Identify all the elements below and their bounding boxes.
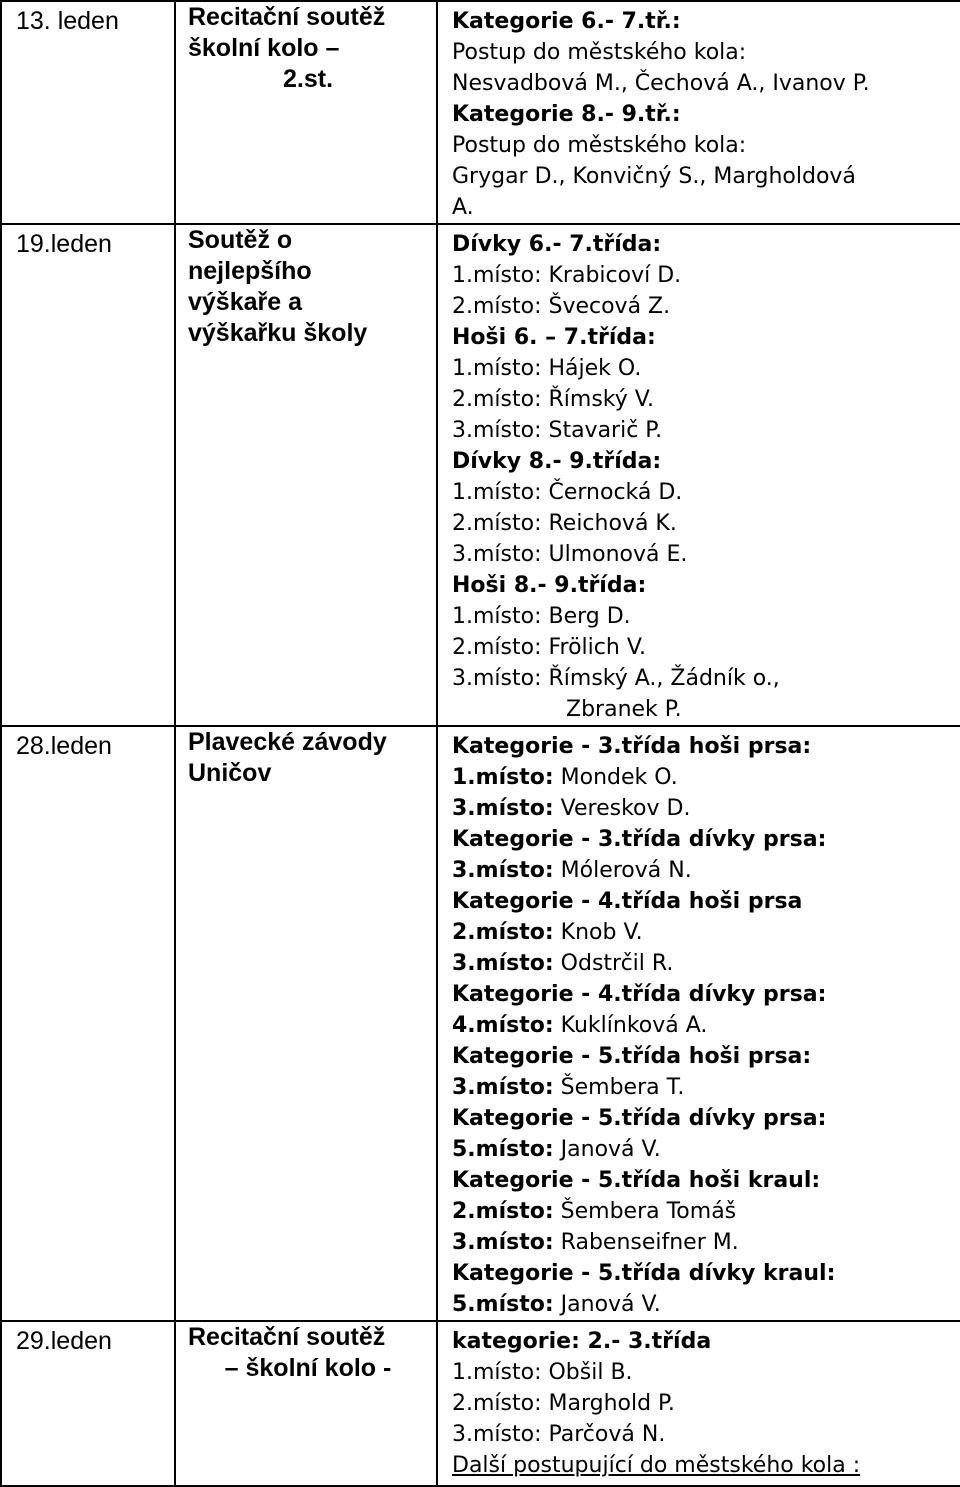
event-date: 29.leden [1, 1321, 175, 1486]
result-line: 1.místo: Černocká D. [452, 480, 683, 505]
result-category: Kategorie - 4.třída hoši prsa [452, 889, 803, 914]
result-line [452, 855, 960, 886]
result-line [452, 1134, 960, 1165]
result-line: 3.místo: Stavarič P. [452, 418, 663, 443]
placement-label: 4.místo: [452, 1013, 554, 1038]
result-category: Kategorie - 5.třída dívky prsa: [452, 1106, 827, 1131]
result-line: Postup do městského kola: [452, 133, 747, 158]
result-line [452, 948, 960, 979]
placement-label: 3.místo: [452, 1075, 554, 1100]
result-line: 1.místo: Obšil B. [452, 1360, 633, 1385]
event-name-line: – školní kolo - [224, 1354, 392, 1382]
result-line: A. [452, 195, 474, 220]
event-date: 19.leden [1, 224, 175, 726]
result-line: Další postupující do městského kola : [452, 1453, 861, 1478]
result-line: 1.místo: Krabicoví D. [452, 263, 682, 288]
result-line [452, 917, 960, 948]
event-name [175, 726, 437, 1321]
result-line [452, 1196, 960, 1227]
result-category: Dívky 8.- 9.třída: [452, 449, 662, 474]
placement-name: Mólerová N. [560, 858, 692, 883]
event-name-line: školní kolo – [188, 34, 340, 62]
result-line [452, 762, 960, 793]
event-name [175, 224, 437, 726]
placement-label: 3.místo: [452, 796, 554, 821]
result-line: 3.místo: Římský A., Žádník o., [452, 666, 780, 691]
result-category: Kategorie - 5.třída dívky kraul: [452, 1261, 836, 1286]
placement-name: Vereskov D. [560, 796, 691, 821]
placement-label: 1.místo: [452, 765, 554, 790]
placement-label: 2.místo: [452, 1199, 554, 1224]
result-line: 1.místo: Berg D. [452, 604, 631, 629]
placement-label: 3.místo: [452, 951, 554, 976]
event-name-line: Soutěž o [188, 226, 293, 254]
placement-name: Šembera T. [560, 1075, 685, 1100]
event-name [175, 1321, 437, 1486]
placement-label: 2.místo: [452, 920, 554, 945]
result-line: Nesvadbová M., Čechová A., Ivanov P. [452, 71, 870, 96]
result-category: Kategorie - 4.třída dívky prsa: [452, 982, 827, 1007]
result-line: 2.místo: Frölich V. [452, 635, 647, 660]
result-line [452, 1227, 960, 1258]
result-line [452, 793, 960, 824]
result-category: Kategorie - 5.třída hoši prsa: [452, 1044, 812, 1069]
result-line [452, 1072, 960, 1103]
placement-label: 5.místo: [452, 1137, 554, 1162]
result-line: Postup do městského kola: [452, 40, 747, 65]
event-name-line: Recitační soutěž [188, 1323, 386, 1351]
result-line: 1.místo: Hájek O. [452, 356, 642, 381]
event-date: 28.leden [1, 726, 175, 1321]
result-line: Zbranek P. [566, 697, 682, 722]
event-name-line: 2.st. [282, 65, 334, 93]
result-line: Grygar D., Konvičný S., Margholdová [452, 164, 856, 189]
result-line [452, 1289, 960, 1320]
table-row [1, 1321, 960, 1486]
placement-label: 5.místo: [452, 1292, 554, 1317]
event-results [437, 224, 960, 726]
placement-name: Rabenseifner M. [560, 1230, 739, 1255]
result-line: 2.místo: Reichová K. [452, 511, 677, 536]
result-line [452, 1010, 960, 1041]
event-name-line: nejlepšího [188, 257, 312, 285]
event-results [437, 1, 960, 224]
table-row [1, 1, 960, 224]
result-category: kategorie: 2.- 3.třída [452, 1329, 712, 1354]
placement-label: 3.místo: [452, 858, 554, 883]
placement-name: Odstrčil R. [560, 951, 674, 976]
result-line: 2.místo: Švecová Z. [452, 294, 671, 319]
event-results [437, 1321, 960, 1486]
event-results [437, 726, 960, 1321]
placement-name: Janová V. [560, 1292, 661, 1317]
event-name-line: Recitační soutěž [188, 3, 386, 31]
event-name-line: výškaře a [188, 288, 303, 316]
placement-name: Kuklínková A. [560, 1013, 708, 1038]
placement-name: Mondek O. [560, 765, 678, 790]
result-category: Hoši 8.- 9.třída: [452, 573, 647, 598]
result-line: 3.místo: Parčová N. [452, 1422, 666, 1447]
event-name-line: Plavecké závody [188, 728, 387, 756]
table-row [1, 224, 960, 726]
result-category: Kategorie 8.- 9.tř.: [452, 102, 681, 127]
event-date: 13. leden [1, 1, 175, 224]
table-row [1, 726, 960, 1321]
result-line: 2.místo: Marghold P. [452, 1391, 675, 1416]
event-name-line: Uničov [188, 759, 272, 787]
result-category: Kategorie 6.- 7.tř.: [452, 9, 681, 34]
result-line: 3.místo: Ulmonová E. [452, 542, 688, 567]
placement-label: 3.místo: [452, 1230, 554, 1255]
result-category: Hoši 6. – 7.třída: [452, 325, 656, 350]
placement-name: Knob V. [560, 920, 643, 945]
result-category: Kategorie - 3.třída hoši prsa: [452, 734, 812, 759]
event-name [175, 1, 437, 224]
result-category: Kategorie - 5.třída hoši kraul: [452, 1168, 821, 1193]
event-name-line: výškařku školy [188, 319, 368, 347]
result-category: Dívky 6.- 7.třída: [452, 232, 662, 257]
placement-name: Janová V. [560, 1137, 661, 1162]
placement-name: Šembera Tomáš [560, 1199, 737, 1224]
result-category: Kategorie - 3.třída dívky prsa: [452, 827, 827, 852]
result-line: 2.místo: Římský V. [452, 387, 654, 412]
